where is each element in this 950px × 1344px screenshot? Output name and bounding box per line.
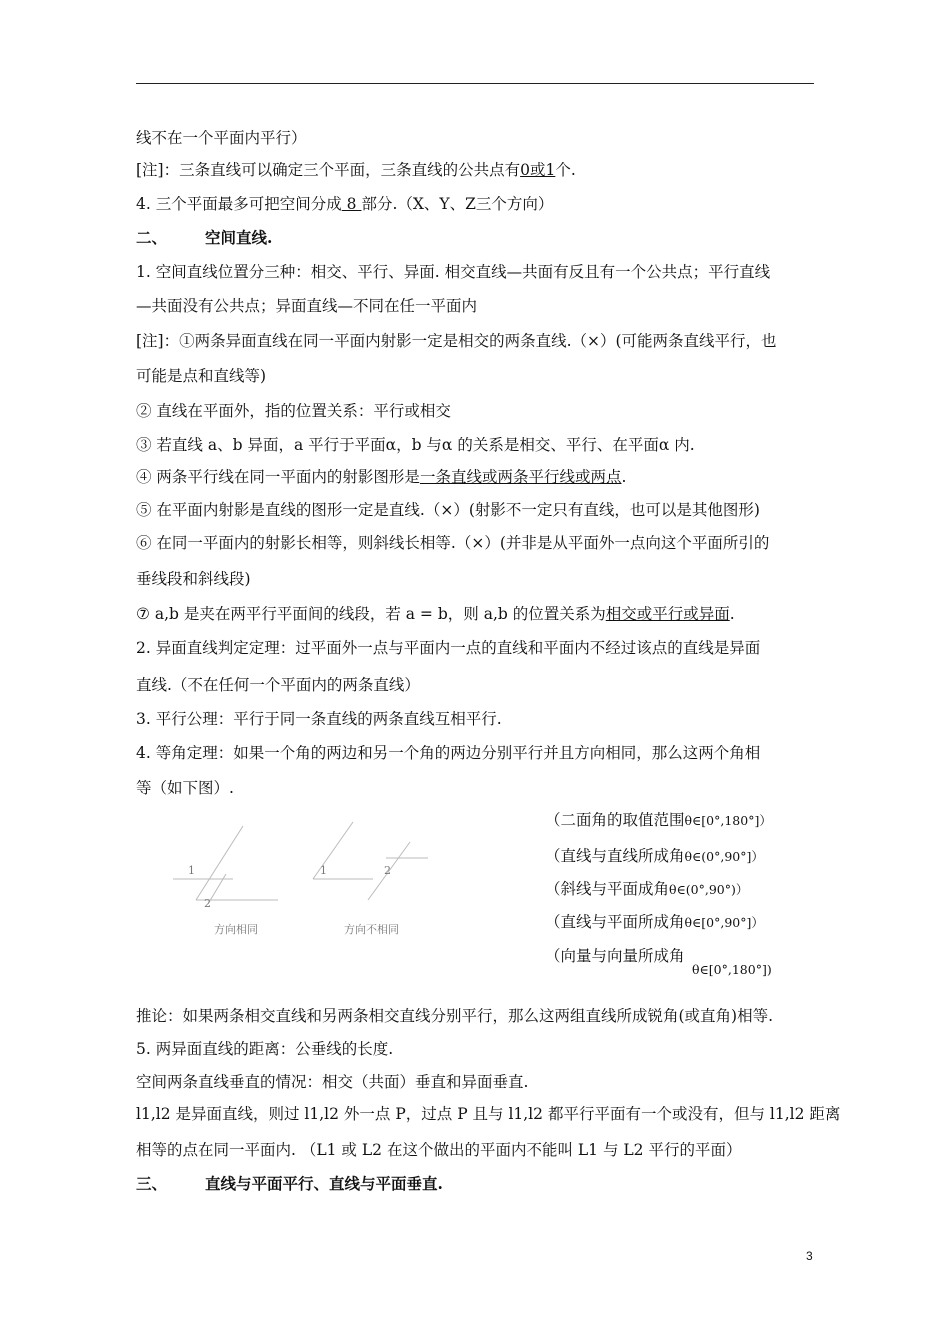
text-line: ⑤ 在平面内射影是直线的图形一定是直线.（×）(射影不一定只有直线，也可以是其他图形) [136, 501, 760, 519]
figure-label: 1 [188, 864, 195, 877]
figure-label: 1 [320, 864, 327, 877]
text-line: ⑥ 在同一平面内的射影长相等，则斜线长相等.（×）(并非是从平面外一点向这个平面所引的 [136, 534, 770, 552]
figure-line [313, 822, 353, 879]
range-dihedral: （二面角的取值范围θ∈[0°,180°]） [545, 811, 772, 829]
text-line: —共面没有公共点；异面直线—不同在任一平面内 [136, 297, 478, 315]
figure-caption-same: 方向相同 [214, 923, 258, 936]
range-vector-value: θ∈[0°,180°]) [692, 962, 772, 977]
text-line: 3. 平行公理：平行于同一条直线的两条直线互相平行. [136, 710, 502, 728]
text-line: 线不在一个平面内平行） [136, 129, 307, 147]
text-line: 2. 异面直线判定定理：过平面外一点与平面内一点的直线和平面内不经过该点的直线是异面 [136, 639, 761, 657]
text-line: 垂线段和斜线段) [136, 570, 251, 588]
text-line: 5. 两异面直线的距离：公垂线的长度. [136, 1040, 394, 1058]
figure-caption-different: 方向不相同 [344, 923, 399, 936]
equal-angle-figure [168, 812, 428, 947]
text-line: 可能是点和直线等) [136, 367, 267, 385]
note-three-lines: [注]：三条直线可以确定三个平面，三条直线的公共点有0或1个. [136, 161, 576, 179]
header-rule [136, 83, 814, 84]
text-line: [注]：①两条异面直线在同一平面内射影一定是相交的两条直线.（×）(可能两条直线平行，也 [136, 332, 777, 350]
text-line: 等（如下图）. [136, 779, 234, 797]
text-line: 相等的点在同一平面内. （L1 或 L2 在这个做出的平面内不能叫 L1 与 L2 平行的平面） [136, 1141, 742, 1159]
text-line: ⑦ a,b 是夹在两平行平面间的线段，若 a = b，则 a,b 的位置关系为相交或平行或异面. [136, 605, 735, 623]
figure-line [196, 826, 243, 900]
text-line: 1. 空间直线位置分三种：相交、平行、异面. 相交直线—共面有反且有一个公共点；平行直线 [136, 263, 771, 281]
text-line: l1,l2 是异面直线，则过 l1,l2 外一点 P，过点 P 且与 l1,l2 都平行平面有一个或没有，但与 l1,l2 距离 [136, 1105, 841, 1123]
page-number: 3 [806, 1249, 813, 1263]
text-line: 直线.（不在任何一个平面内的两条直线） [136, 676, 420, 694]
figure-label: 2 [204, 897, 211, 910]
range-oblique-plane: （斜线与平面成角θ∈(0°,90°)） [545, 880, 749, 898]
text-line: ④ 两条平行线在同一平面内的射影图形是一条直线或两条平行线或两点. [136, 468, 627, 486]
section-heading-3: 三、 直线与平面平行、直线与平面垂直. [136, 1174, 443, 1193]
range-line-plane: （直线与平面所成角θ∈[0°,90°]） [545, 913, 764, 931]
range-line-line: （直线与直线所成角θ∈(0°,90°]） [545, 847, 764, 865]
text-line: ③ 若直线 a、b 异面，a 平行于平面α，b 与α 的关系是相交、平行、在平面α 内. [136, 436, 695, 454]
item-three-planes: 4. 三个平面最多可把空间分成 8 部分.（X、Y、Z三个方向） [136, 195, 554, 213]
section-heading-2: 二、 空间直线. [136, 228, 273, 247]
text-line: 4. 等角定理：如果一个角的两边和另一个角的两边分别平行并且方向相同，那么这两个角相 [136, 744, 761, 762]
figure-label: 2 [384, 864, 391, 877]
text-line: ② 直线在平面外，指的位置关系：平行或相交 [136, 402, 451, 420]
text-line: 推论：如果两条相交直线和另两条相交直线分别平行，那么这两组直线所成锐角(或直角)相等. [136, 1007, 774, 1025]
text-line: 空间两条直线垂直的情况：相交（共面）垂直和异面垂直. [136, 1073, 529, 1091]
range-vector: （向量与向量所成角 [545, 947, 685, 965]
